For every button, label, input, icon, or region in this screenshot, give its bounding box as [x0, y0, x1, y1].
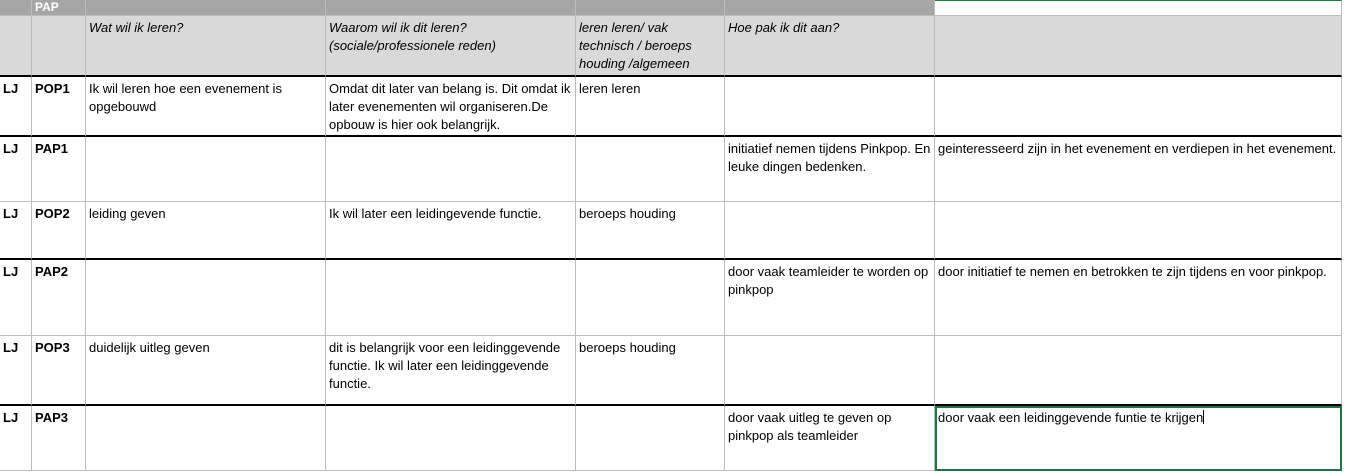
row1-cell-c[interactable]: Ik wil leren hoe een evenement is opgebouwd	[86, 77, 326, 137]
row3-cell-d[interactable]: Ik wil later een leidingevende functie.	[326, 202, 576, 260]
row3-cell-a[interactable]: LJ	[0, 202, 32, 260]
row1-cell-f[interactable]	[725, 77, 935, 137]
row5-cell-g[interactable]	[935, 336, 1342, 406]
row4-cell-f[interactable]: door vaak teamleider te worden op pinkpop	[725, 260, 935, 336]
row6-cell-d[interactable]	[326, 406, 576, 471]
cell-top-c[interactable]	[86, 0, 326, 16]
text-cursor	[1203, 410, 1204, 424]
row1-cell-a[interactable]: LJ	[0, 77, 32, 137]
header-cell-a[interactable]	[0, 16, 32, 77]
row6-cell-a[interactable]: LJ	[0, 406, 32, 471]
row2-cell-c[interactable]	[86, 137, 326, 202]
row1-cell-b[interactable]: POP1	[32, 77, 86, 137]
row2-cell-e[interactable]	[576, 137, 725, 202]
row3-cell-e[interactable]: beroeps houding	[576, 202, 725, 260]
cell-top-d[interactable]	[326, 0, 576, 16]
row4-cell-d[interactable]	[326, 260, 576, 336]
header-cell-b[interactable]	[32, 16, 86, 77]
row3-cell-c[interactable]: leiding geven	[86, 202, 326, 260]
cell-top-e[interactable]	[576, 0, 725, 16]
cell-top-f[interactable]	[725, 0, 935, 16]
header-what-to-learn[interactable]: Wat wil ik leren?	[86, 16, 326, 77]
row1-cell-d[interactable]: Omdat dit later van belang is. Dit omdat ik later evenementen wil organiseren.De opbouw is hier ook belangrijk.	[326, 77, 576, 137]
row4-cell-c[interactable]	[86, 260, 326, 336]
row1-cell-g[interactable]	[935, 77, 1342, 137]
row6-cell-b[interactable]: PAP3	[32, 406, 86, 471]
header-category[interactable]: leren leren/ vak technisch / beroeps houding /algemeen	[576, 16, 725, 77]
row6-cell-c[interactable]	[86, 406, 326, 471]
row5-cell-d[interactable]: dit is belangrijk voor een leidinggevende functie. Ik wil later een leidinggevende functie.	[326, 336, 576, 406]
active-cell-text: door vaak een leidinggevende funtie te krijgen	[938, 410, 1204, 425]
header-approach[interactable]: Hoe pak ik dit aan?	[725, 16, 935, 77]
row2-cell-g[interactable]: geinteresseerd zijn in het evenement en verdiepen in het evenement.	[935, 137, 1342, 202]
row2-cell-f[interactable]: initiatief nemen tijdens Pinkpop. En leuke dingen bedenken.	[725, 137, 935, 202]
active-cell-g[interactable]	[935, 406, 1342, 471]
row4-cell-a[interactable]: LJ	[0, 260, 32, 336]
row1-cell-e[interactable]: leren leren	[576, 77, 725, 137]
row2-cell-a[interactable]: LJ	[0, 137, 32, 202]
row4-cell-b[interactable]: PAP2	[32, 260, 86, 336]
row5-cell-f[interactable]	[725, 336, 935, 406]
row3-cell-f[interactable]	[725, 202, 935, 260]
row4-cell-g[interactable]: door initiatief te nemen en betrokken te zijn tijdens en voor pinkpop.	[935, 260, 1342, 336]
cell-top-a[interactable]	[0, 0, 32, 16]
row3-cell-b[interactable]: POP2	[32, 202, 86, 260]
cell-top-g[interactable]	[935, 0, 1342, 16]
header-why-learn[interactable]: Waarom wil ik dit leren? (sociale/professionele reden)	[326, 16, 576, 77]
row5-cell-c[interactable]: duidelijk uitleg geven	[86, 336, 326, 406]
header-cell-g[interactable]	[935, 16, 1342, 77]
row2-cell-d[interactable]	[326, 137, 576, 202]
cell-top-b[interactable]: PAP	[32, 0, 86, 16]
row5-cell-e[interactable]: beroeps houding	[576, 336, 725, 406]
row6-cell-e[interactable]	[576, 406, 725, 471]
row6-cell-f[interactable]: door vaak uitleg te geven op pinkpop als teamleider	[725, 406, 935, 471]
row5-cell-a[interactable]: LJ	[0, 336, 32, 406]
row5-cell-b[interactable]: POP3	[32, 336, 86, 406]
row2-cell-b[interactable]: PAP1	[32, 137, 86, 202]
row4-cell-e[interactable]	[576, 260, 725, 336]
row3-cell-g[interactable]	[935, 202, 1342, 260]
